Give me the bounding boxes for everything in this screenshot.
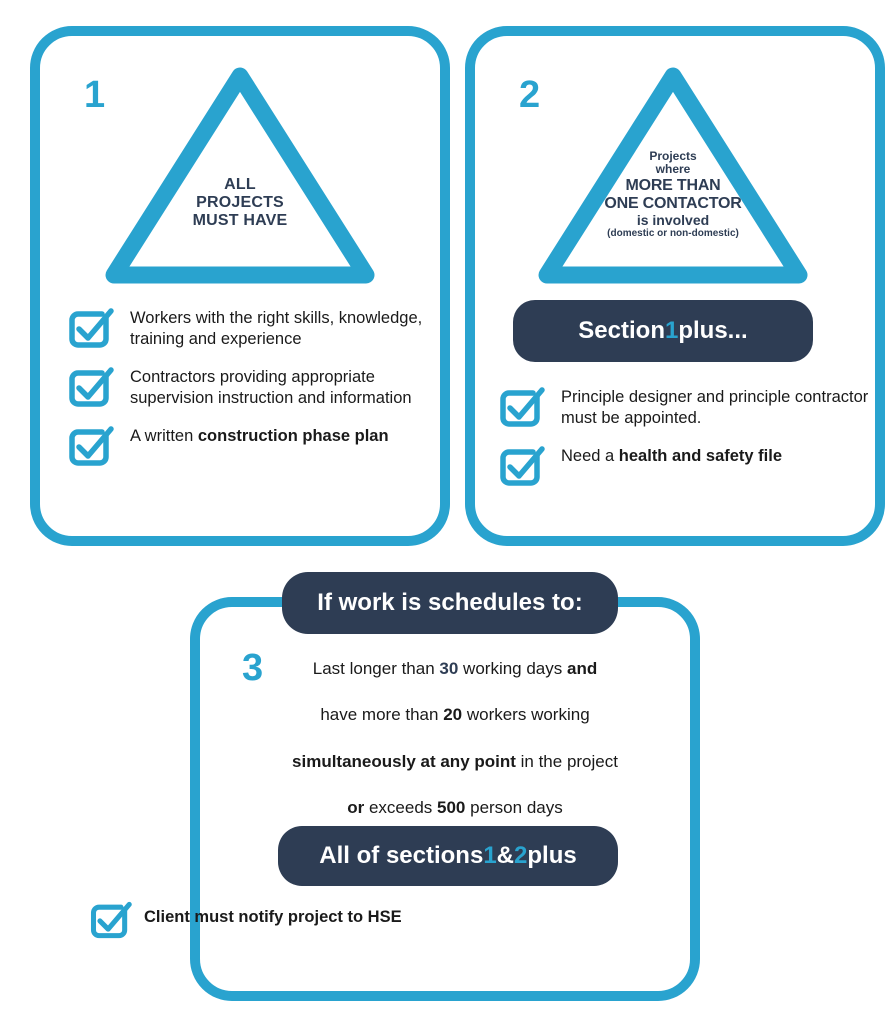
checklist-section-2	[497, 384, 877, 501]
list-item-text-strong: health and safety file	[618, 447, 783, 466]
body-part-number: 30	[439, 659, 459, 678]
list-item	[66, 305, 436, 350]
banner-highlight: 1	[664, 317, 679, 344]
body-line	[220, 752, 690, 772]
triangle-2-line-4: ONE CONTACTOR	[604, 194, 742, 212]
list-item	[497, 384, 877, 429]
list-item	[497, 443, 877, 487]
body-part-strong: 500	[437, 798, 466, 818]
triangle-1-line-1: ALL	[224, 176, 256, 193]
list-item-text	[561, 384, 877, 429]
triangle-2-line-2: where	[655, 162, 691, 177]
banner-all-of-sections	[278, 826, 618, 886]
list-item-text	[144, 898, 402, 928]
list-item-text-part: Need a	[561, 447, 619, 466]
checkbox-checked-icon	[66, 306, 114, 350]
checkbox-checked-icon	[497, 385, 545, 429]
list-item-text-part: A written	[130, 427, 198, 446]
body-line	[220, 798, 690, 818]
triangle-2-line-5: is involved	[636, 211, 710, 228]
body-part-strong: 20	[443, 705, 463, 725]
body-line	[220, 705, 690, 725]
list-item-text-part: Principle designer and principle contractor must be appointed.	[561, 388, 869, 428]
list-item-text-part: Client must notify project to HSE	[144, 908, 402, 926]
body-part: Last longer than	[312, 659, 440, 678]
body-part: have more than	[320, 705, 444, 725]
banner-section-1-plus	[513, 300, 813, 362]
body-part: workers working	[462, 705, 590, 725]
list-item-text	[130, 305, 436, 350]
triangle-all-projects	[100, 58, 380, 293]
triangle-2-line-3: MORE THAN	[625, 176, 721, 194]
body-part-strong: or	[347, 798, 365, 818]
banner-suffix: plus	[527, 842, 577, 869]
checkbox-checked-icon	[66, 365, 114, 409]
banner-prefix: Section	[578, 317, 665, 344]
card-3-body	[220, 659, 690, 845]
list-item	[66, 423, 436, 467]
body-line	[220, 659, 690, 679]
banner-prefix: All of sections	[319, 842, 484, 869]
banner-highlight-2: 2	[514, 842, 528, 869]
body-part-strong: simultaneously at any point	[292, 751, 516, 771]
card-section-1	[30, 26, 450, 546]
list-item-text-part: Contractors providing appropriate supervision instruction and information	[130, 368, 412, 408]
triangle-2-text	[533, 150, 813, 240]
list-item-text	[130, 423, 389, 447]
body-part: in the project	[515, 751, 618, 771]
checkbox-checked-icon	[66, 424, 114, 468]
card-1-number: 1	[84, 74, 106, 116]
banner-suffix: plus...	[678, 317, 748, 344]
checkbox-checked-icon	[497, 444, 545, 488]
body-part: exceeds	[364, 798, 438, 818]
body-part: working days	[458, 659, 567, 678]
card-3-number: 3	[242, 647, 264, 689]
list-item-text-part: Workers with the right skills, knowledge, training and experience	[130, 309, 423, 349]
list-item-text	[561, 443, 782, 467]
list-item-text-strong: construction phase plan	[197, 427, 389, 446]
triangle-more-than-one-contractor	[533, 58, 813, 293]
body-part-strong: and	[567, 659, 598, 678]
triangle-2-line-6: (domestic or non-domestic)	[607, 228, 739, 240]
body-part: person days	[465, 798, 563, 818]
card-section-2	[465, 26, 885, 546]
triangle-2-line-1: Projects	[649, 149, 697, 163]
list-item-text	[130, 364, 436, 409]
banner-text: If work is schedules to:	[317, 589, 583, 616]
banner-if-work-is-scheduled	[282, 572, 618, 634]
checklist-section-1	[66, 305, 436, 481]
banner-mid: &	[496, 842, 515, 869]
checklist-section-3	[88, 898, 488, 954]
list-item	[66, 364, 436, 409]
triangle-1-line-3: MUST HAVE	[192, 211, 288, 229]
banner-highlight-1: 1	[483, 842, 497, 869]
card-2-number: 2	[519, 74, 541, 116]
triangle-1-text	[100, 176, 380, 230]
list-item	[88, 898, 488, 940]
triangle-1-line-2: PROJECTS	[196, 193, 284, 211]
checkbox-checked-icon	[88, 899, 132, 941]
